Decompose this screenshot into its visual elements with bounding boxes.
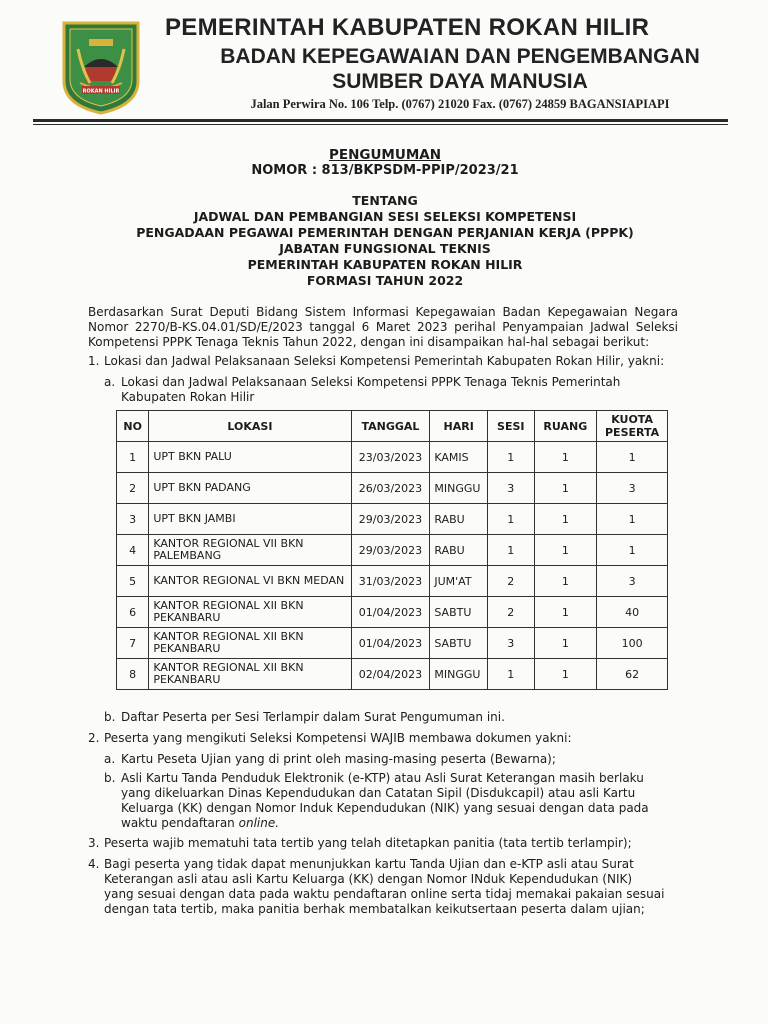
subject-line-2: PENGADAAN PEGAWAI PEMERINTAH DENGAN PERJANIAN KERJA (PPPK) — [136, 225, 634, 240]
item-2a-number: a. — [104, 752, 116, 766]
cell-kuota: 1 — [597, 442, 668, 473]
item-1-text: Lokasi dan Jadwal Pelaksanaan Seleksi Kompetensi Pemerintah Kabupaten Rokan Hilir, yakni: — [104, 354, 665, 368]
schedule-table — [116, 410, 668, 690]
cell-lokasi: KANTOR REGIONAL XII BKN PEKANBARU — [149, 659, 351, 690]
cell-kuota: 3 — [597, 566, 668, 597]
cell-sesi: 1 — [488, 504, 535, 535]
cell-sesi: 2 — [488, 597, 535, 628]
subject-line-5: FORMASI TAHUN 2022 — [306, 273, 464, 288]
rokan-hilir-emblem-logo — [60, 19, 142, 115]
letterhead-divider-thick — [33, 119, 728, 122]
cell-ruang: 1 — [534, 535, 597, 566]
cell-no: 2 — [117, 473, 149, 504]
column-header-kuota: KUOTA PESERTA — [597, 411, 668, 442]
item-4-line-1: Bagi peserta yang tidak dapat menunjukkan kartu Tanda Ujian dan e-KTP asli atau Surat — [104, 857, 634, 871]
cell-hari: RABU — [430, 535, 488, 566]
column-header-hari: HARI — [430, 411, 488, 442]
cell-tanggal: 29/03/2023 — [351, 535, 430, 566]
subject-line-3: JABATAN FUNGSIONAL TEKNIS — [279, 241, 491, 256]
table-row — [117, 597, 668, 628]
item-4-line-2: Keterangan asli atau asli Kartu Keluarga (KK) dengan Nomor INduk Kependudukan (NIK) — [104, 872, 633, 886]
cell-tanggal: 01/04/2023 — [351, 597, 430, 628]
column-header-tanggal: TANGGAL — [351, 411, 430, 442]
cell-hari: MINGGU — [430, 473, 488, 504]
cell-hari: SABTU — [430, 597, 488, 628]
item-2-text: Peserta yang mengikuti Seleksi Kompetensi WAJIB membawa dokumen yakni: — [104, 731, 572, 745]
cell-hari: JUM'AT — [430, 566, 488, 597]
item-2b-line-4: waktu pendaftaran online. — [121, 816, 280, 830]
item-2b-line-1: Asli Kartu Tanda Penduduk Elektronik (e-KTP) atau Asli Surat Keterangan masih berlaku — [121, 771, 644, 785]
item-3-text: Peserta wajib mematuhi tata tertib yang telah ditetapkan panitia (tata tertib terlampir); — [104, 836, 632, 850]
cell-tanggal: 26/03/2023 — [351, 473, 430, 504]
item-1a-line-1: Lokasi dan Jadwal Pelaksanaan Seleksi Kompetensi PPPK Tenaga Teknis Pemerintah — [121, 375, 621, 389]
cell-no: 1 — [117, 442, 149, 473]
cell-ruang: 1 — [534, 473, 597, 504]
cell-tanggal: 23/03/2023 — [351, 442, 430, 473]
cell-sesi: 3 — [488, 628, 535, 659]
intro-paragraph: Berdasarkan Surat Deputi Bidang Sistem Informasi Kepegawaian Badan Kepegawaian Negara Nomor 2270/B-KS.04.01/SD/E/2023 tanggal 6 Maret 2023 perihal Penyampaian Jadwal Seleksi Kompetensi PPPK Tenaga Teknis Tahun 2022, dengan ini disampaikan hal-hal sebagai berikut: — [88, 305, 678, 349]
cell-lokasi: KANTOR REGIONAL VII BKN PALEMBANG — [149, 535, 351, 566]
item-1a-number: a. — [104, 375, 116, 389]
cell-no: 5 — [117, 566, 149, 597]
item-4-number: 4. — [88, 857, 100, 871]
cell-kuota: 1 — [597, 535, 668, 566]
cell-hari: RABU — [430, 504, 488, 535]
table-row — [117, 659, 668, 690]
cell-no: 6 — [117, 597, 149, 628]
cell-tanggal: 02/04/2023 — [351, 659, 430, 690]
cell-kuota: 100 — [597, 628, 668, 659]
letterhead-address: Jalan Perwira No. 106 Telp. (0767) 21020 Fax. (0767) 24859 BAGANSIAPIAPI — [250, 97, 670, 111]
cell-ruang: 1 — [534, 659, 597, 690]
cell-no: 3 — [117, 504, 149, 535]
cell-tanggal: 01/04/2023 — [351, 628, 430, 659]
table-header-row — [117, 411, 668, 442]
cell-sesi: 1 — [488, 659, 535, 690]
table-row — [117, 628, 668, 659]
subject-line-4: PEMERINTAH KABUPATEN ROKAN HILIR — [247, 257, 523, 272]
cell-no: 7 — [117, 628, 149, 659]
cell-kuota: 40 — [597, 597, 668, 628]
cell-kuota: 62 — [597, 659, 668, 690]
letterhead-divider-thin — [33, 124, 728, 125]
table-row — [117, 504, 668, 535]
cell-ruang: 1 — [534, 566, 597, 597]
item-2b-line-2: yang dikeluarkan Dinas Kependudukan dan Catatan Sipil (Disdukcapil) atau asli Kartu — [121, 786, 636, 800]
cell-sesi: 3 — [488, 473, 535, 504]
subject-line-1: JADWAL DAN PEMBANGIAN SESI SELEKSI KOMPETENSI — [193, 209, 577, 224]
cell-hari: KAMIS — [430, 442, 488, 473]
cell-hari: SABTU — [430, 628, 488, 659]
cell-ruang: 1 — [534, 442, 597, 473]
item-1b-number: b. — [104, 710, 116, 724]
item-2a-text: Kartu Peseta Ujian yang di print oleh masing-masing peserta (Bewarna); — [121, 752, 556, 766]
cell-lokasi: UPT BKN JAMBI — [149, 504, 351, 535]
column-header-ruang: RUANG — [534, 411, 597, 442]
cell-sesi: 1 — [488, 442, 535, 473]
cell-no: 8 — [117, 659, 149, 690]
column-header-lokasi: LOKASI — [149, 411, 351, 442]
item-3-number: 3. — [88, 836, 100, 850]
item-2-number: 2. — [88, 731, 100, 745]
announcement-number: NOMOR : 813/BKPSDM-PPIP/2023/21 — [251, 163, 519, 178]
item-1b-text: Daftar Peserta per Sesi Terlampir dalam Surat Pengumuman ini. — [121, 710, 505, 724]
cell-sesi: 2 — [488, 566, 535, 597]
item-1a-line-2: Kabupaten Rokan Hilir — [121, 390, 255, 404]
cell-ruang: 1 — [534, 628, 597, 659]
item-1-number: 1. — [88, 354, 100, 368]
cell-kuota: 1 — [597, 504, 668, 535]
cell-lokasi: KANTOR REGIONAL VI BKN MEDAN — [149, 566, 351, 597]
cell-no: 4 — [117, 535, 149, 566]
table-row — [117, 566, 668, 597]
cell-lokasi: UPT BKN PALU — [149, 442, 351, 473]
cell-ruang: 1 — [534, 597, 597, 628]
cell-lokasi: KANTOR REGIONAL XII BKN PEKANBARU — [149, 628, 351, 659]
letterhead-line-2: BADAN KEPEGAWAIAN DAN PENGEMBANGAN — [220, 45, 700, 68]
announcement-heading: PENGUMUMAN — [328, 147, 442, 163]
letterhead-line-1: PEMERINTAH KABUPATEN ROKAN HILIR — [165, 14, 650, 41]
table-row — [117, 473, 668, 504]
cell-ruang: 1 — [534, 504, 597, 535]
logo-text: ROKAN HILIR — [82, 88, 120, 95]
item-2b-line-3: Keluarga (KK) dengan Nomor Induk Kependudukan (NIK) yang sesuai dengan data pada — [121, 801, 649, 815]
cell-hari: MINGGU — [430, 659, 488, 690]
item-4-line-4: dengan tata tertib, maka panitia berhak membatalkan keikutsertaan peserta dalam ujian; — [104, 902, 645, 916]
letterhead-line-3: SUMBER DAYA MANUSIA — [332, 70, 588, 93]
table-row — [117, 535, 668, 566]
cell-tanggal: 31/03/2023 — [351, 566, 430, 597]
item-4-line-3: yang sesuai dengan data pada waktu pendaftaran online serta tidaj memakai pakaian sesuai — [104, 887, 665, 901]
cell-kuota: 3 — [597, 473, 668, 504]
cell-tanggal: 29/03/2023 — [351, 504, 430, 535]
cell-sesi: 1 — [488, 535, 535, 566]
about-label: TENTANG — [352, 193, 418, 208]
cell-lokasi: UPT BKN PADANG — [149, 473, 351, 504]
table-row — [117, 442, 668, 473]
cell-lokasi: KANTOR REGIONAL XII BKN PEKANBARU — [149, 597, 351, 628]
column-header-sesi: SESI — [488, 411, 535, 442]
item-2b-number: b. — [104, 771, 116, 785]
column-header-no: NO — [117, 411, 149, 442]
